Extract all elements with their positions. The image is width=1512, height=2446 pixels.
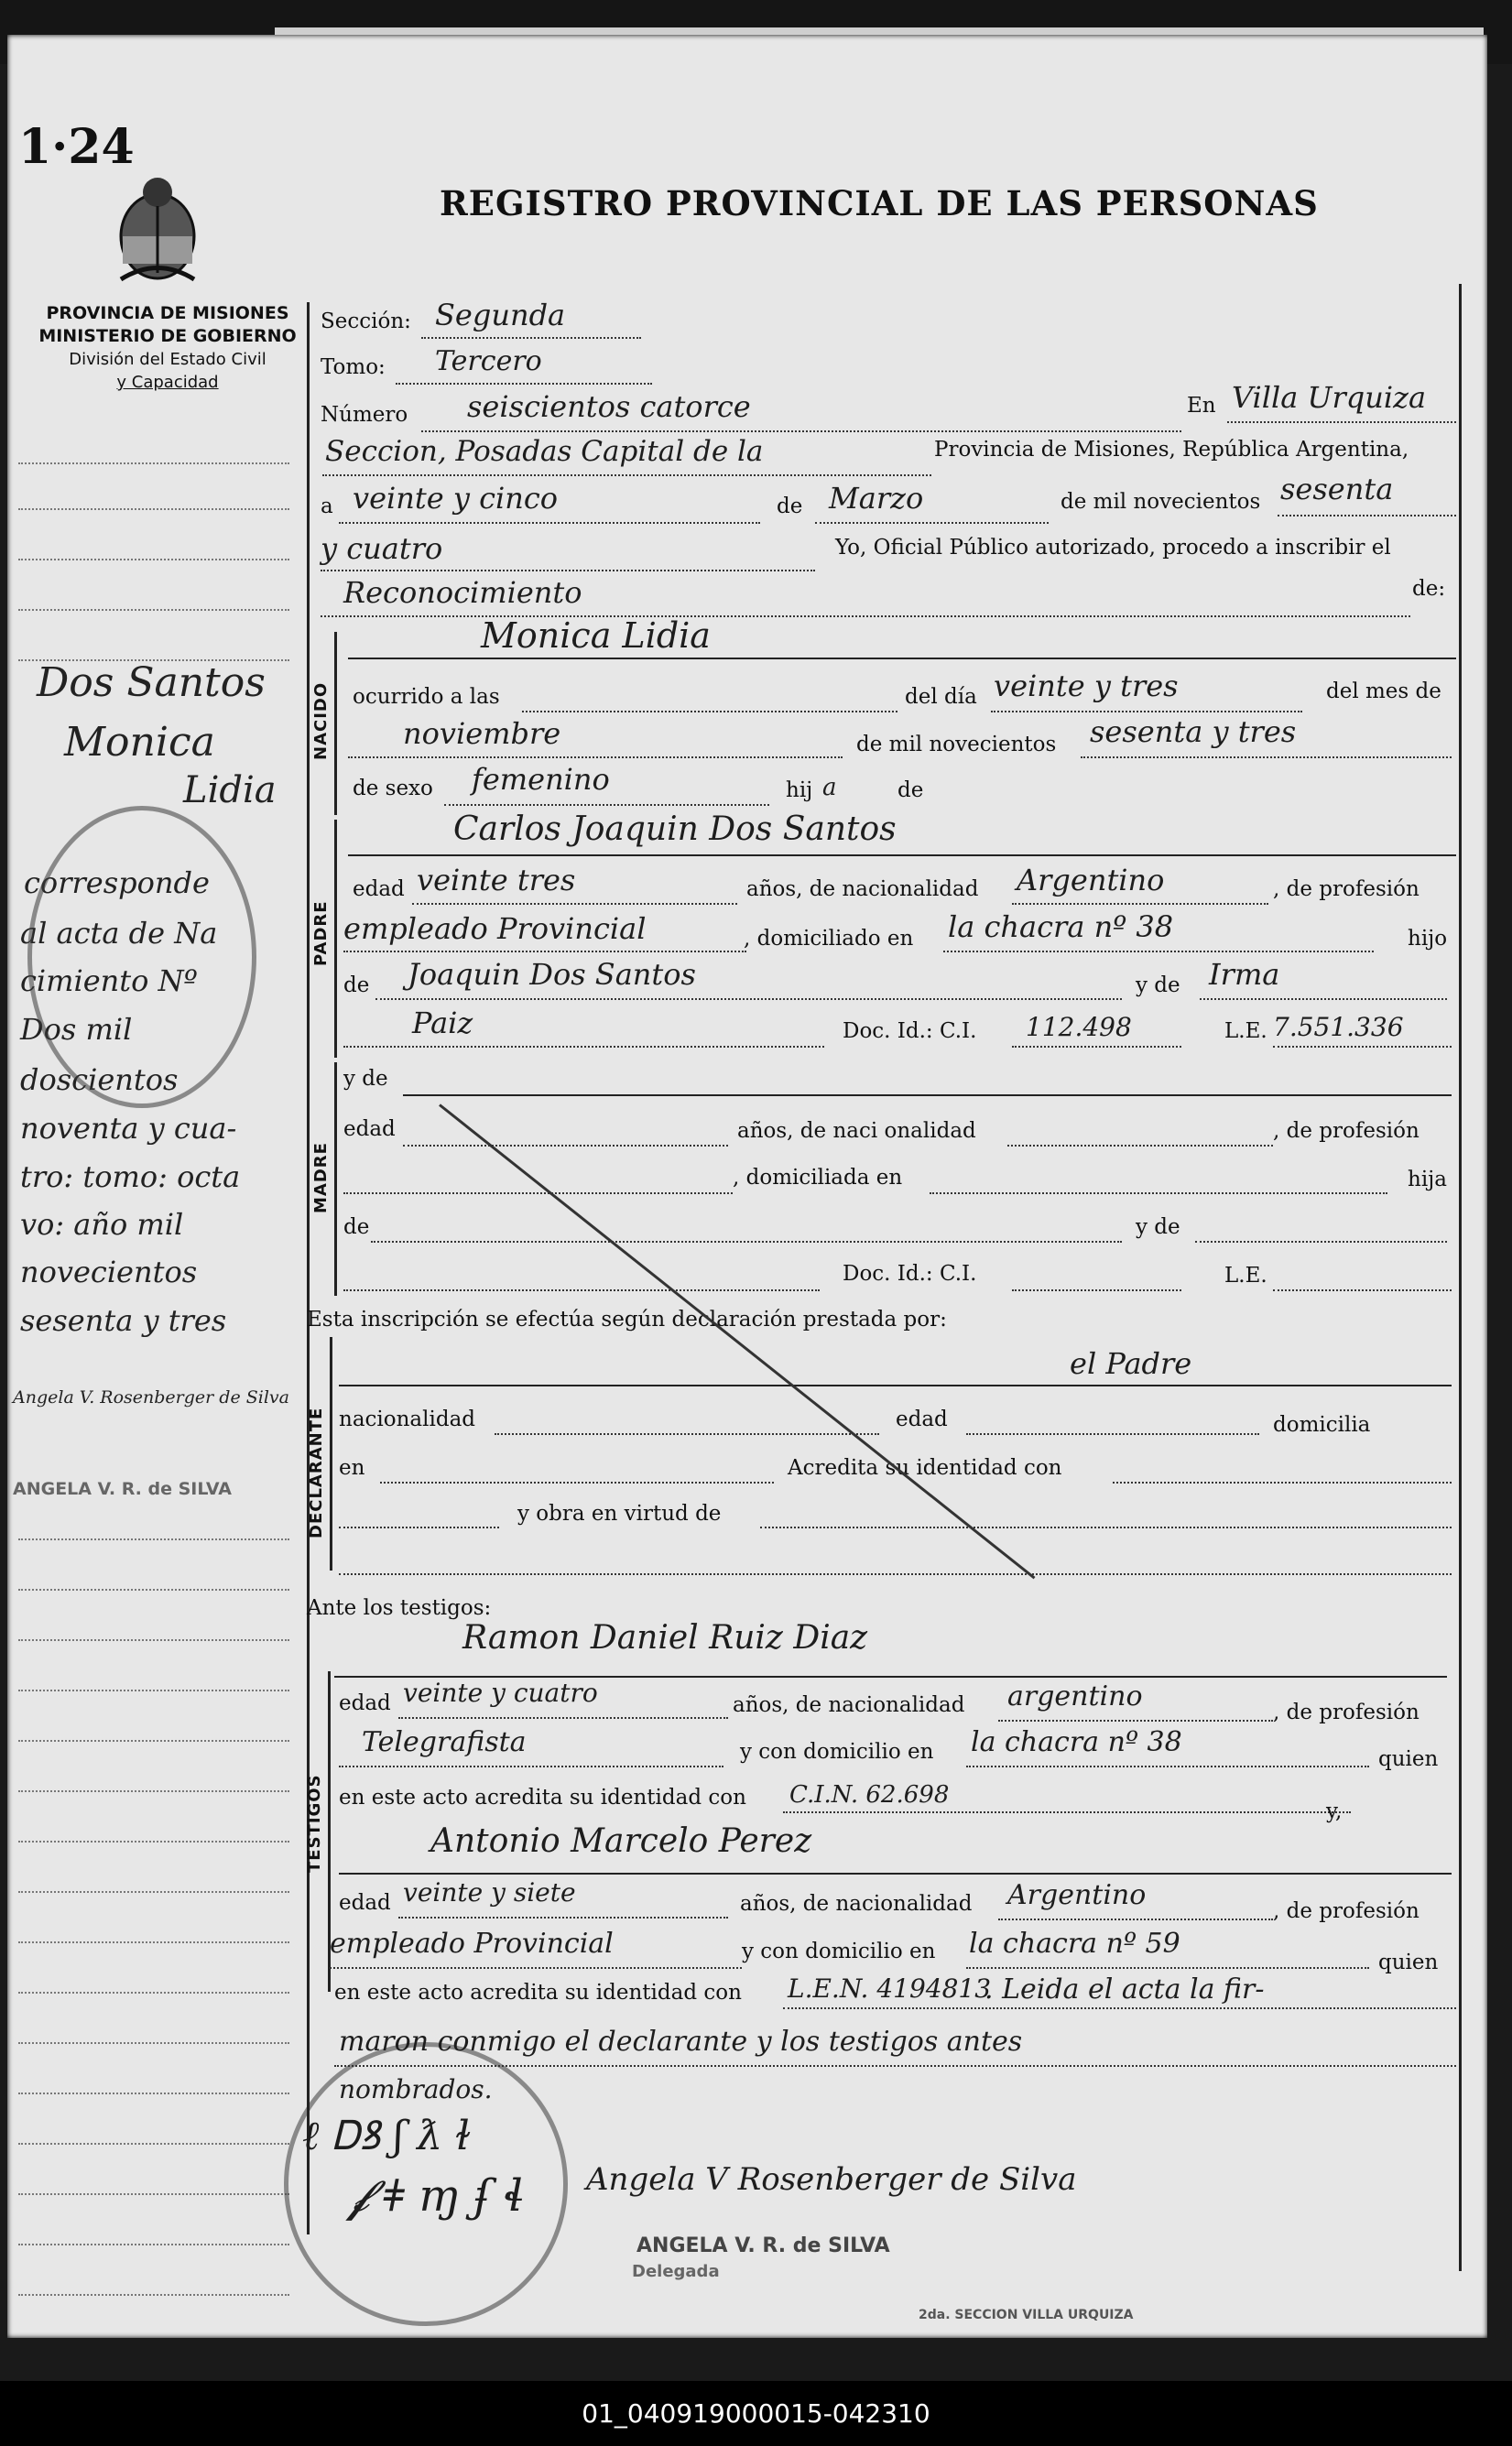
label-de-colon: de: xyxy=(1412,577,1446,601)
label-provincia: Provincia de Misiones, República Argentina, xyxy=(934,438,1409,462)
institution-header xyxy=(35,302,300,394)
value-cierre-2: maron conmigo el declarante y los testigos antes xyxy=(339,2026,1023,2058)
label-anos-nac-padre: años, de nacionalidad xyxy=(746,877,979,901)
section-tag-nacido: NACIDO xyxy=(311,681,331,760)
label-de-madre: de xyxy=(343,1215,370,1239)
value-t1-prof: Telegrafista xyxy=(362,1726,527,1758)
value-seccion: Segunda xyxy=(435,298,566,332)
value-t2-dom: la chacra nº 59 xyxy=(969,1928,1180,1960)
underline xyxy=(348,854,1456,856)
label-de-abuelo: de xyxy=(343,973,370,997)
dotted-line xyxy=(321,570,815,571)
value-mes-nac: noviembre xyxy=(403,716,561,751)
margin-note-signature: Angela V. Rosenberger de Silva xyxy=(13,1387,289,1408)
value-padre-le: 7.551.336 xyxy=(1273,1012,1404,1042)
value-sexo: femenino xyxy=(472,762,610,797)
label-de2: de xyxy=(897,778,924,802)
dotted-line xyxy=(966,1967,1369,1969)
institution-ministry: MINISTERIO DE GOBIERNO xyxy=(38,326,297,346)
label-de-profesion-padre: , de profesión xyxy=(1273,877,1420,901)
dotted-line xyxy=(1227,421,1456,423)
dotted-line xyxy=(991,711,1302,712)
value-anio-b: y cuatro xyxy=(321,531,443,566)
label-de-profesion-t1: , de profesión xyxy=(1273,1701,1420,1724)
label-del-mes: del mes de xyxy=(1326,679,1441,703)
underline xyxy=(403,1094,1452,1096)
value-numero: seiscientos catorce xyxy=(467,389,751,424)
value-padre-dom: la chacra nº 38 xyxy=(948,909,1174,944)
underline xyxy=(348,658,1456,659)
margin-note-name1: Monica xyxy=(64,719,215,766)
signature-official: Angela V Rosenberger de Silva xyxy=(586,2161,1077,2198)
dotted-line xyxy=(339,1527,499,1528)
label-domicilio-t2: y con domicilio en xyxy=(742,1940,936,1963)
label-de: de xyxy=(777,495,803,518)
section-tag-padre: PADRE xyxy=(311,900,331,966)
dotted-line xyxy=(1012,1046,1181,1048)
right-vertical-rule xyxy=(1459,284,1462,2271)
label-doc-id: Doc. Id.: C.I. xyxy=(843,1019,977,1043)
nacido-bracket xyxy=(334,632,337,815)
dotted-line xyxy=(1195,1241,1447,1243)
dotted-line xyxy=(495,1433,879,1435)
value-cierre-3: nombrados. xyxy=(339,2074,493,2104)
dotted-line xyxy=(403,1145,728,1147)
dotted-line xyxy=(398,1717,728,1719)
label-de-mil2: de mil novecientos xyxy=(856,733,1057,756)
label-quien-t1: quien xyxy=(1378,1747,1439,1771)
label-ante-testigos: Ante los testigos: xyxy=(307,1596,492,1620)
margin-note-stamp-name: ANGELA V. R. de SILVA xyxy=(13,1479,232,1499)
label-tomo: Tomo: xyxy=(321,355,386,379)
institution-division: División del Estado Civil xyxy=(69,350,267,369)
label-en-decl: en xyxy=(339,1456,365,1480)
margin-note-line8: doscientos xyxy=(20,1062,179,1097)
dotted-line xyxy=(998,1919,1273,1920)
dotted-line xyxy=(380,1482,774,1484)
dotted-line xyxy=(783,2007,1456,2009)
label-domiciliado: , domiciliado en xyxy=(744,927,914,951)
margin-note-line5: al acta de Na xyxy=(20,916,218,951)
label-le-madre: L.E. xyxy=(1224,1264,1267,1288)
dotted-line xyxy=(1273,1289,1452,1291)
value-t2-edad: veinte y siete xyxy=(403,1877,576,1908)
margin-note-line11: vo: año mil xyxy=(20,1207,184,1242)
dotted-line xyxy=(760,1527,1452,1528)
stamp-official-name: ANGELA V. R. de SILVA xyxy=(636,2234,890,2257)
label-esta-inscripcion: Esta inscripción se efectúa según declaración prestada por: xyxy=(307,1308,947,1332)
value-padre-edad: veinte tres xyxy=(417,863,576,897)
value-declarante: el Padre xyxy=(1070,1346,1192,1381)
value-t1-nac: argentino xyxy=(1007,1680,1143,1712)
value-nombre: Monica Lidia xyxy=(481,615,711,656)
margin-note-line13: sesenta y tres xyxy=(20,1303,227,1338)
value-padre-nombre: Carlos Joaquin Dos Santos xyxy=(453,810,897,848)
label-anos-nac-t1: años, de nacionalidad xyxy=(733,1693,965,1717)
value-t2-prof: empleado Provincial xyxy=(330,1928,614,1960)
dotted-line xyxy=(339,1573,1452,1575)
dotted-line xyxy=(343,951,746,952)
value-t1-edad: veinte y cuatro xyxy=(403,1678,598,1708)
margin-note-name2: Lidia xyxy=(183,769,277,811)
label-a: a xyxy=(321,495,333,518)
value-abuelo: Joaquin Dos Santos xyxy=(408,957,696,992)
label-acredita-t2: en este acto acredita su identidad con xyxy=(334,1981,742,2005)
label-quien-t2: quien xyxy=(1378,1951,1439,1974)
value-dia: veinte y cinco xyxy=(353,481,559,516)
value-tomo: Tercero xyxy=(435,345,542,377)
value-padre-ci: 112.498 xyxy=(1026,1012,1132,1042)
label-y-de-madre2: y de xyxy=(1136,1215,1180,1239)
label-y-de: y de xyxy=(1136,973,1180,997)
value-mes: Marzo xyxy=(829,481,924,516)
label-edad-t1: edad xyxy=(339,1691,391,1715)
label-y: y, xyxy=(1326,1799,1343,1823)
dotted-line xyxy=(1012,903,1268,905)
label-edad-padre: edad xyxy=(353,877,405,901)
label-de-profesion-madre: , de profesión xyxy=(1273,1119,1420,1143)
label-en: En xyxy=(1187,394,1216,418)
value-padre-prof: empleado Provincial xyxy=(343,911,647,946)
margin-note-line4: corresponde xyxy=(24,865,210,900)
madre-bracket xyxy=(334,1062,337,1296)
dotted-line xyxy=(343,1192,733,1194)
label-le: L.E. xyxy=(1224,1019,1267,1043)
label-acredita: Acredita su identidad con xyxy=(788,1456,1062,1480)
label-acredita-t1: en este acto acredita su identidad con xyxy=(339,1786,746,1810)
value-padre-nac: Argentino xyxy=(1017,863,1165,897)
stamp-official-office: 2da. SECCION VILLA URQUIZA xyxy=(919,2308,1134,2322)
value-hijo-suffix: a xyxy=(822,774,837,801)
value-anio-nac: sesenta y tres xyxy=(1090,714,1297,749)
dotted-line xyxy=(1113,1482,1452,1484)
dotted-line xyxy=(966,1433,1259,1435)
dotted-line xyxy=(966,1766,1369,1767)
label-hijo: hijo xyxy=(1408,927,1448,951)
label-del-dia: del día xyxy=(905,685,977,709)
value-t1-id: C.I.N. 62.698 xyxy=(789,1781,950,1809)
declarante-bracket xyxy=(330,1337,332,1571)
label-edad-decl: edad xyxy=(896,1408,948,1431)
dotted-line xyxy=(1200,998,1447,1000)
section-tag-declarante: DECLARANTE xyxy=(307,1407,326,1538)
label-seccion: Sección: xyxy=(321,310,411,333)
margin-note-line6: cimiento Nº xyxy=(20,963,198,998)
dotted-line xyxy=(421,430,1181,432)
dotted-line xyxy=(343,1289,820,1291)
label-domicilio-t1: y con domicilio en xyxy=(740,1740,934,1764)
label-numero: Número xyxy=(321,403,408,427)
value-en: Villa Urquiza xyxy=(1232,380,1427,415)
dotted-line xyxy=(1081,756,1452,758)
label-anos-nac-t2: años, de nacionalidad xyxy=(740,1892,973,1916)
dotted-line xyxy=(1273,1046,1452,1048)
folio-number: 1·24 xyxy=(18,119,135,175)
label-hij: hij xyxy=(786,778,813,802)
label-hija: hija xyxy=(1408,1168,1448,1191)
signature-declarante: ℓ Ꭰꝸ ʃ ƛ ɫ xyxy=(302,2113,471,2159)
dotted-line xyxy=(421,337,641,339)
margin-note-line7: Dos mil xyxy=(20,1012,133,1047)
value-t2-nombre: Antonio Marcelo Perez xyxy=(430,1822,812,1860)
value-acto: Reconocimiento xyxy=(343,575,582,610)
dotted-line xyxy=(371,1241,1122,1243)
section-tag-madre: MADRE xyxy=(311,1142,331,1213)
value-lugar: Seccion, Posadas Capital de la xyxy=(325,435,764,468)
label-de-sexo: de sexo xyxy=(353,777,433,800)
value-t2-nac: Argentino xyxy=(1007,1879,1147,1911)
dotted-line xyxy=(343,1046,824,1048)
label-domiciliada: , domiciliada en xyxy=(733,1166,903,1190)
value-cierre-1: . Leida el acta la fir- xyxy=(984,1973,1265,2006)
dotted-line xyxy=(339,522,760,524)
label-doc-id-madre: Doc. Id.: C.I. xyxy=(843,1262,977,1286)
value-t1-nombre: Ramon Daniel Ruiz Diaz xyxy=(462,1619,868,1657)
margin-registry-stamp xyxy=(27,806,256,1108)
value-t2-id: L.E.N. 4194813 xyxy=(788,1973,992,2004)
label-de-profesion-t2: , de profesión xyxy=(1273,1899,1420,1923)
dotted-line xyxy=(322,474,931,476)
dotted-line xyxy=(348,756,843,758)
dotted-line xyxy=(444,804,769,806)
document-title: REGISTRO PROVINCIAL DE LAS PERSONAS xyxy=(440,183,1319,223)
dotted-line xyxy=(1012,1289,1181,1291)
label-nacionalidad-decl: nacionalidad xyxy=(339,1408,476,1431)
margin-note-line10: tro: tomo: octa xyxy=(20,1159,241,1194)
dotted-line xyxy=(522,711,897,712)
section-tag-testigos: TESTIGOS xyxy=(305,1774,324,1873)
dotted-line xyxy=(396,383,652,385)
dotted-line xyxy=(783,1811,1351,1813)
margin-note-surname: Dos Santos xyxy=(37,659,266,706)
margin-note-line12: novecientos xyxy=(20,1255,198,1289)
label-y-de-madre: y de xyxy=(343,1067,388,1091)
dotted-line xyxy=(1007,1145,1273,1147)
label-edad-madre: edad xyxy=(343,1117,396,1141)
signature-witness: 𝓯 ǂ ɱ ʄ ɬ xyxy=(348,2170,525,2222)
label-domicilia: domicilia xyxy=(1273,1413,1371,1437)
argentine-coat-of-arms-icon xyxy=(112,165,203,292)
label-anos-nac-madre: años, de naci onalidad xyxy=(737,1119,976,1143)
dotted-line xyxy=(339,1766,723,1767)
image-caption: 01_040919000015-042310 xyxy=(0,2381,1512,2446)
value-abuela-b: Paiz xyxy=(412,1006,473,1040)
padre-bracket xyxy=(334,820,337,1058)
stamp-official-role: Delegada xyxy=(632,2262,720,2281)
institution-division-2: y Capacidad xyxy=(116,373,219,392)
value-t1-dom: la chacra nº 38 xyxy=(971,1726,1182,1758)
dotted-line xyxy=(412,903,737,905)
value-dia-nac: veinte y tres xyxy=(994,669,1179,703)
label-edad-t2: edad xyxy=(339,1891,391,1915)
institution-province: PROVINCIA DE MISIONES xyxy=(46,303,289,323)
label-ocurrido: ocurrido a las xyxy=(353,685,500,709)
margin-note-line9: noventa y cua- xyxy=(20,1111,237,1146)
label-obra: y obra en virtud de xyxy=(517,1502,722,1526)
dotted-line xyxy=(998,1720,1273,1722)
underline xyxy=(339,1873,1452,1875)
dotted-line xyxy=(334,2065,1456,2067)
dotted-line xyxy=(1278,515,1456,516)
value-abuela-a: Irma xyxy=(1209,957,1280,992)
main-vertical-rule xyxy=(307,302,310,2234)
value-anio-a: sesenta xyxy=(1280,472,1394,506)
dotted-line xyxy=(943,951,1374,952)
label-de-mil: de mil novecientos xyxy=(1061,490,1261,514)
dotted-line xyxy=(815,522,1049,524)
underline xyxy=(339,1385,1452,1386)
dotted-line xyxy=(930,1192,1387,1194)
label-yo: Yo, Oficial Público autorizado, procedo a inscribir el xyxy=(835,536,1391,560)
dotted-line xyxy=(375,998,1122,1000)
dotted-line xyxy=(330,1967,742,1969)
dotted-line xyxy=(398,1917,728,1919)
